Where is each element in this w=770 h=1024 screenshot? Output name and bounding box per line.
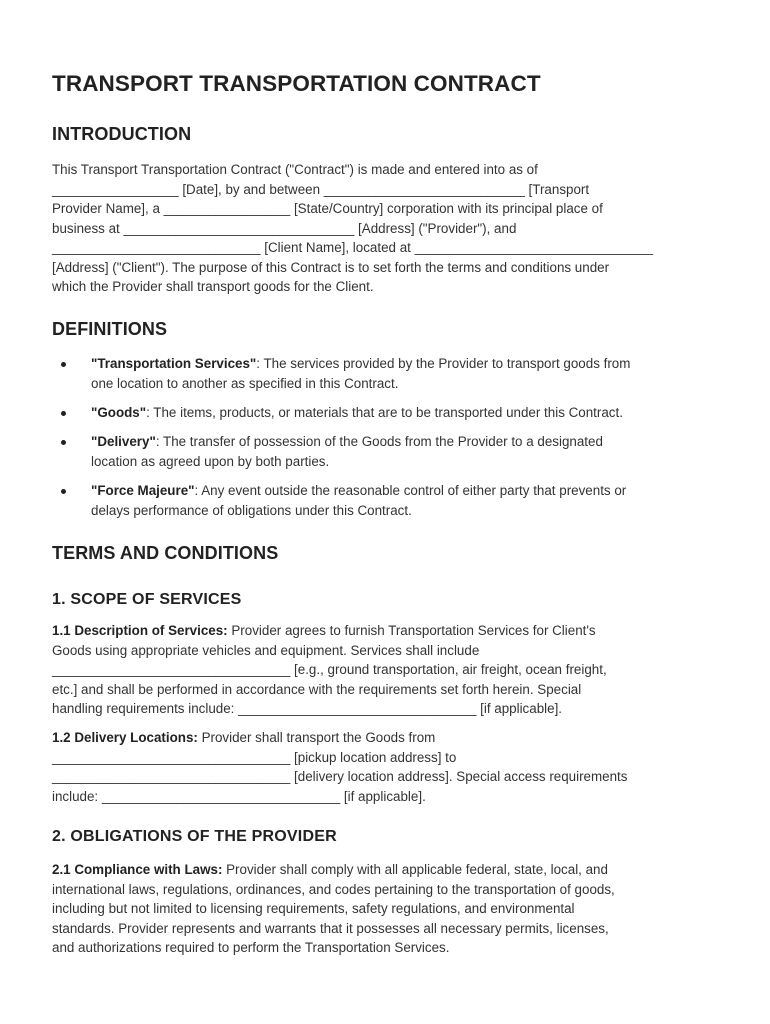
definition-term: "Delivery" [91,434,156,449]
clause-paragraph [52,728,732,806]
clause-body: including but not limited to licensing requirements, safety regulations, and environmental [52,901,575,916]
definition-term: "Goods" [91,405,147,420]
definition-term: "Force Majeure" [91,483,195,498]
clause-body: Provider agrees to furnish Transportation Services for Client's [227,623,596,638]
bullet-icon [61,362,66,367]
clause-label: 2.1 Compliance with Laws: [52,862,223,877]
clause-label: 1.2 Delivery Locations: [52,730,198,745]
definition-text [91,403,731,423]
terms-heading: TERMS AND CONDITIONS [52,543,279,563]
definition-body: : The services provided by the Provider to transport goods from [256,356,631,371]
introduction-line: ____________________________ [Client Name], located at ________________________________ [52,240,653,255]
clause-body: Provider shall transport the Goods from [197,730,436,745]
definition-text [91,432,731,471]
definition-text [91,354,731,393]
introduction-line: _________________ [Date], by and between ___________________________ [Transport [52,181,590,197]
section-heading: 2. OBLIGATIONS OF THE PROVIDER [52,828,337,845]
bullet-icon [61,411,66,416]
introduction-line: [Address] ("Client"). The purpose of this Contract is to set forth the terms and conditions under [52,259,610,275]
definition-body: : The transfer of possession of the Goods from the Provider to a designated [155,434,603,449]
clause-paragraph [52,621,732,719]
introduction-heading: INTRODUCTION [52,124,192,144]
definition-body: one location to another as specified in this Contract. [91,375,399,391]
clause-body: handling requirements include: ________________________________ [if applicable]. [52,701,563,716]
bullet-icon [61,489,66,494]
clause-body: ________________________________ [e.g., ground transportation, air freight, ocean freight, [52,662,607,677]
definition-body: delays performance of obligations under this Contract. [91,502,412,518]
clause-body: standards. Provider represents and warrants that it possesses all necessary permits, licenses, [52,920,609,936]
clause-body: Provider shall comply with all applicable federal, state, local, and [222,862,608,877]
introduction-line: business at _______________________________ [Address] ("Provider"), and [52,220,517,236]
clause-body: and authorizations required to perform the Transportation Services. [52,940,450,955]
introduction-paragraph [52,160,732,297]
document-title: TRANSPORT TRANSPORTATION CONTRACT [52,71,541,96]
definition-text [91,481,731,520]
section-heading: 1. SCOPE OF SERVICES [52,591,242,608]
clause-body: ________________________________ [delivery location address]. Special access requirements [52,769,628,784]
introduction-line: Provider Name], a _________________ [State/Country] corporation with its principal place of [52,201,603,216]
bullet-icon [61,440,66,445]
clause-body: international laws, regulations, ordinances, and codes pertaining to the transportation of goods, [52,881,615,897]
clause-body: etc.] and shall be performed in accordance with the requirements set forth herein. Special [52,681,582,697]
clause-body: include: ________________________________ [if applicable]. [52,788,426,804]
introduction-line: which the Provider shall transport goods for the Client. [52,279,374,294]
introduction-line: This Transport Transportation Contract ("Contract") is made and entered into as of [52,162,538,177]
definition-body: : Any event outside the reasonable control of either party that prevents or [194,483,627,498]
definition-body: location as agreed upon by both parties. [91,453,330,469]
definition-term: "Transportation Services" [91,356,257,371]
clause-label: 1.1 Description of Services: [52,623,228,638]
definition-body: : The items, products, or materials that are to be transported under this Contract. [146,405,623,420]
clause-body: Goods using appropriate vehicles and equipment. Services shall include [52,642,480,658]
definitions-heading: DEFINITIONS [52,319,168,339]
clause-body: ________________________________ [pickup location address] to [52,749,457,765]
clause-paragraph [52,860,732,958]
